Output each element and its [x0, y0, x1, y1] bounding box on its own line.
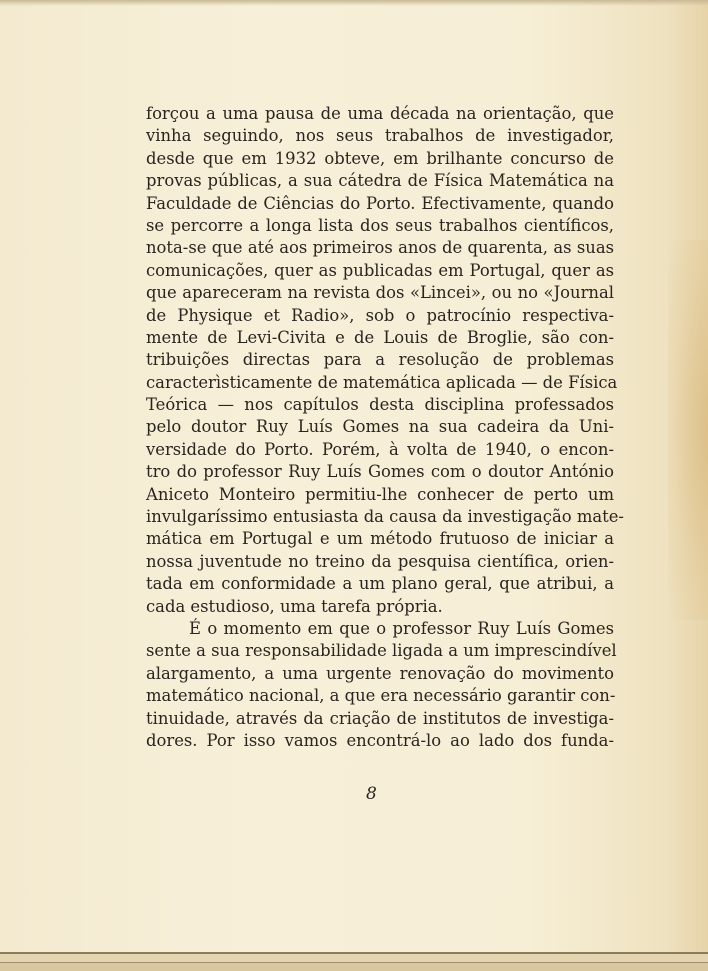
text-line: tada em conformidade a um plano geral, que atribui, a: [146, 574, 614, 594]
text-line: dores. Por isso vamos encontrá-lo ao lado dos funda-: [146, 730, 614, 750]
text-line: caracterìsticamente de matemática aplicada — de Física: [146, 372, 618, 392]
text-line: de Physique et Radio», sob o patrocínio respectiva-: [146, 305, 614, 325]
page-number: 8: [366, 784, 377, 804]
text-line: Faculdade de Ciências do Porto. Efectivamente, quando: [146, 193, 614, 213]
text-line: comunicações, quer as publicadas em Portugal, quer as: [146, 260, 614, 280]
paragraph-start-line: É o momento em que o professor Ruy Luís Gomes: [189, 618, 614, 638]
text-line: pelo doutor Ruy Luís Gomes na sua cadeira da Uni-: [146, 417, 614, 437]
text-line: tinuidade, através da criação de institutos de investiga-: [146, 708, 614, 728]
text-line: que apareceram na revista dos «Lincei», ou no «Journal: [146, 283, 614, 303]
text-line: nota-se que até aos primeiros anos de quarenta, as suas: [146, 238, 614, 258]
paper-stain: [668, 240, 708, 620]
text-line: forçou a uma pausa de uma década na orientação, que: [146, 104, 614, 123]
body-text: [146, 103, 624, 752]
page-top-edge: [0, 0, 708, 6]
text-line: se percorre a longa lista dos seus trabalhos científicos,: [146, 215, 614, 235]
text-line: versidade do Porto. Porém, à volta de 1940, o encon-: [146, 439, 614, 459]
text-line: matemático nacional, a que era necessário garantir con-: [146, 686, 616, 706]
text-line: mática em Portugal e um método frutuoso de iniciar a: [146, 529, 614, 549]
text-line: tribuições directas para a resolução de problemas: [146, 350, 614, 370]
text-line: Aniceto Monteiro permitiu-lhe conhecer de perto um: [146, 484, 614, 504]
text-line: alargamento, a uma urgente renovação do movimento: [146, 663, 614, 683]
text-line: provas públicas, a sua cátedra de Física Matemática na: [146, 171, 614, 191]
text-line: vinha seguindo, nos seus trabalhos de investigador,: [146, 126, 614, 146]
text-line: invulgaríssimo entusiasta da causa da investigação mate-: [146, 507, 624, 527]
paragraph-end-line: cada estudioso, uma tarefa própria.: [146, 596, 443, 616]
underlying-page-edge: [0, 962, 708, 971]
text-line: sente a sua responsabilidade ligada a um imprescindível: [146, 641, 617, 661]
text-line: tro do professor Ruy Luís Gomes com o doutor António: [146, 462, 614, 482]
text-line: Teórica — nos capítulos desta disciplina professados: [146, 395, 614, 415]
text-line: nossa juventude no treino da pesquisa científica, orien-: [146, 551, 614, 571]
text-line: desde que em 1932 obteve, em brilhante concurso de: [146, 148, 614, 168]
text-line: mente de Levi-Civita e de Louis de Broglie, são con-: [146, 327, 614, 347]
